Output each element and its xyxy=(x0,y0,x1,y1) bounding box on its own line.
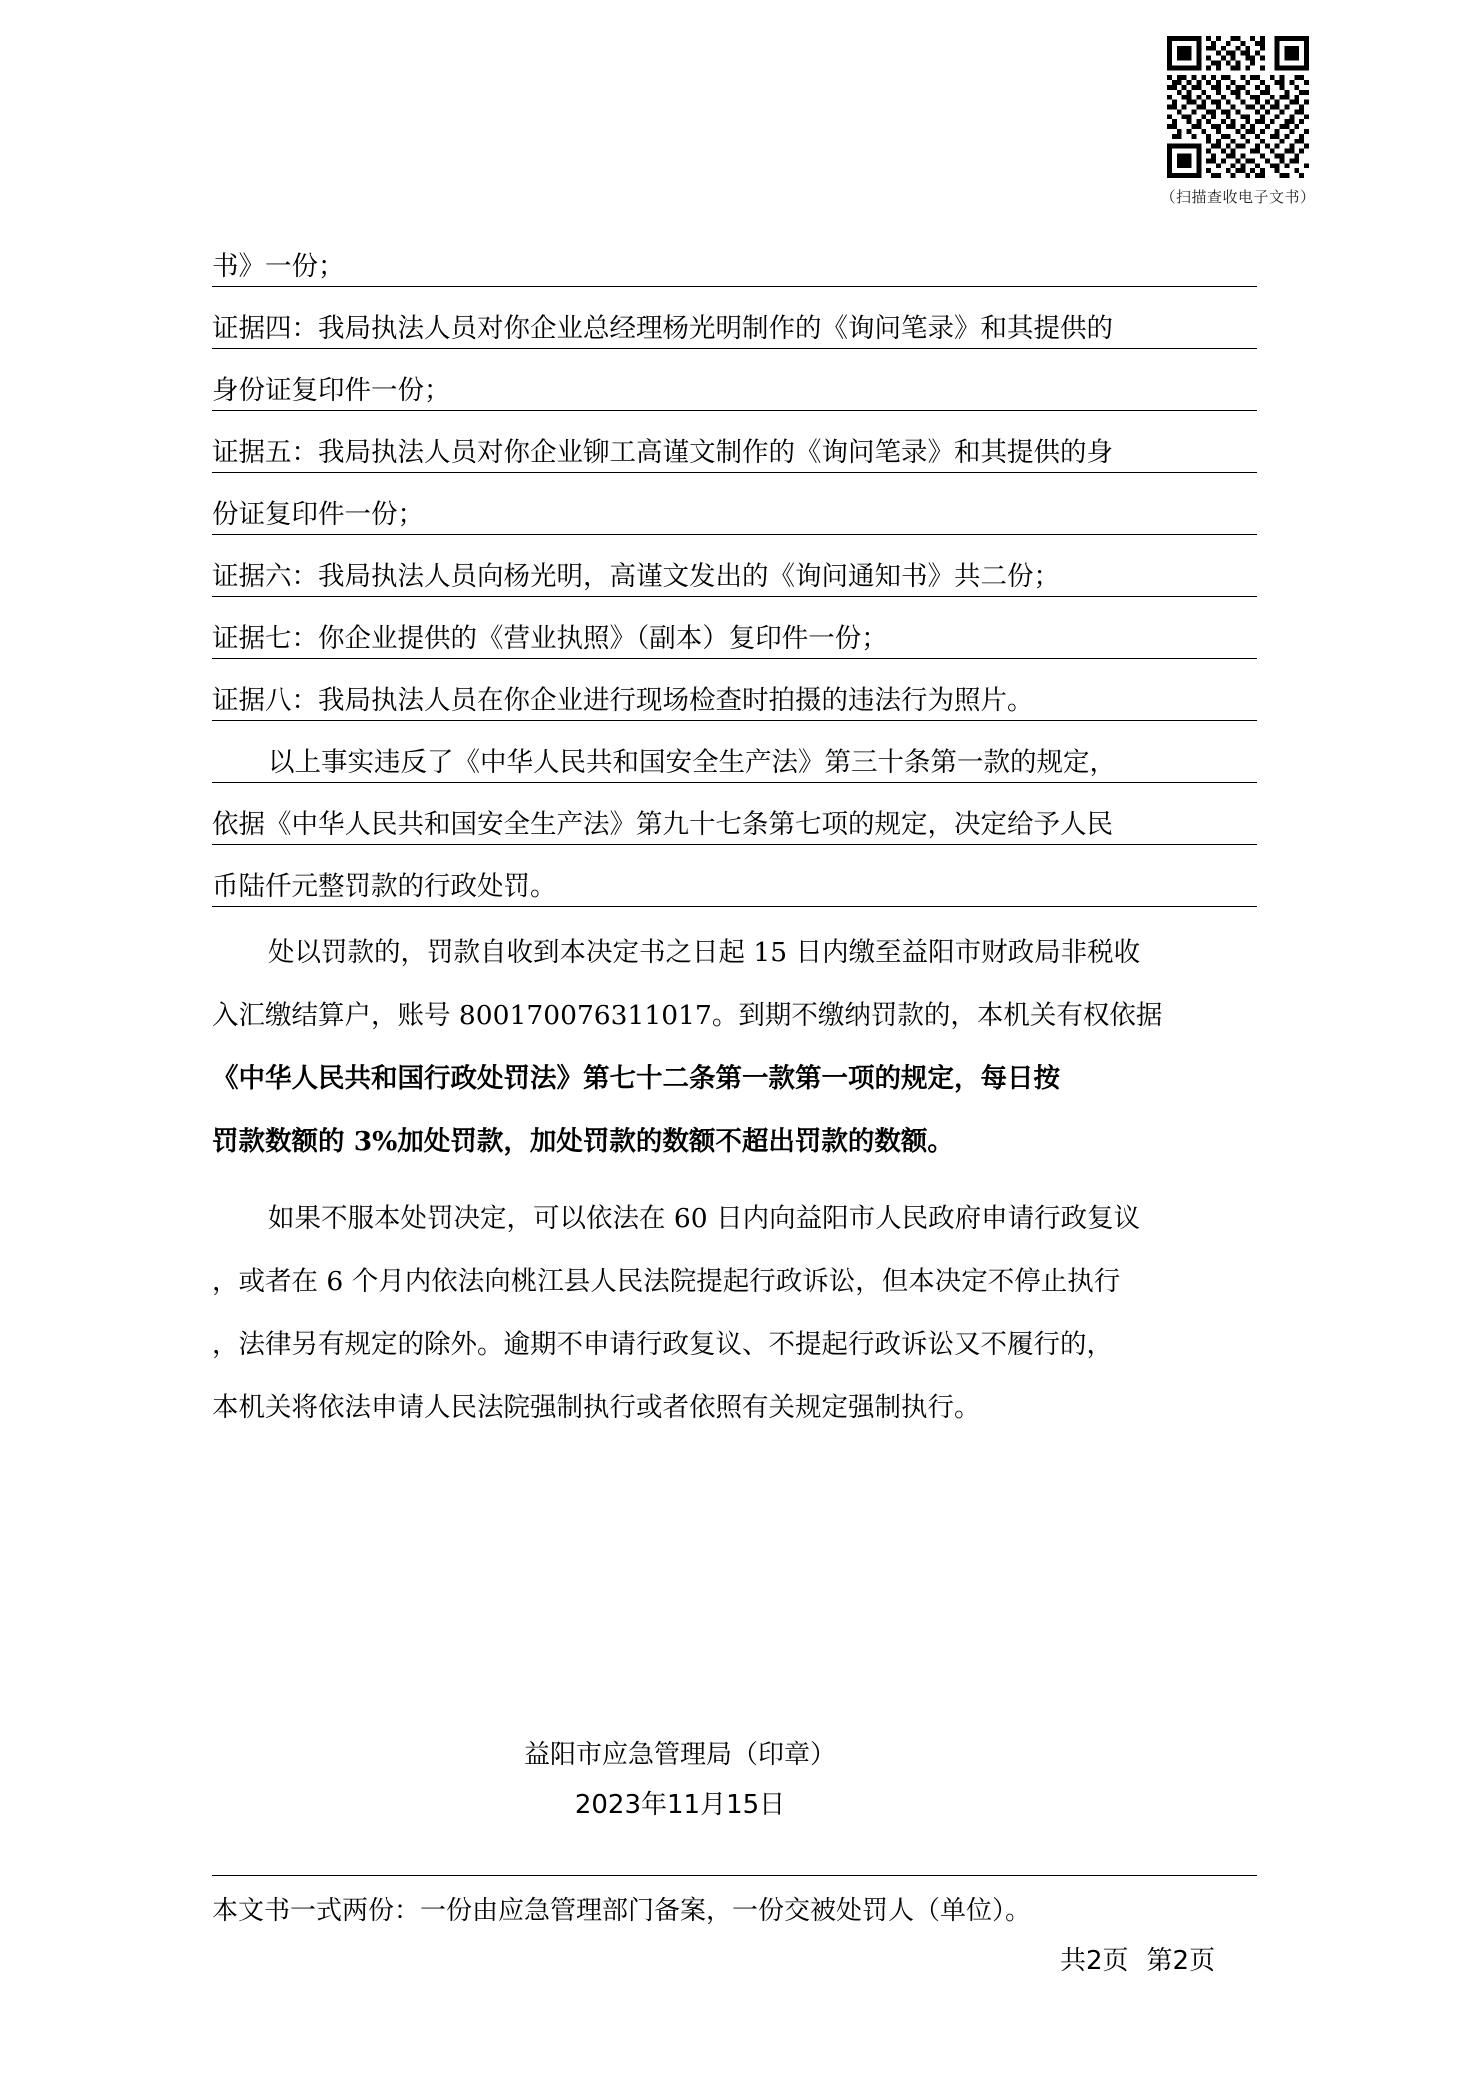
issuer-name: 益阳市应急管理局（印章） xyxy=(523,1740,836,1770)
evidence-line: 证据四：我局执法人员对你企业总经理杨光明制作的《询问笔录》和其提供的 xyxy=(212,287,1257,349)
evidence-line: 书》一份； xyxy=(212,225,1257,287)
payment-line: 处以罚款的，罚款自收到本决定书之日起 15 日内缴至益阳市财政局非税收 xyxy=(268,937,1141,968)
conclusion-line: 币陆仟元整罚款的行政处罚。 xyxy=(212,845,1257,907)
evidence-line: 证据五：我局执法人员对你企业铆工高谨文制作的《询问笔录》和其提供的身 xyxy=(212,411,1257,473)
document-body xyxy=(212,225,1257,1439)
footer-pagination xyxy=(1060,1940,1233,1977)
evidence-line: 份证复印件一份； xyxy=(212,473,1257,535)
qr-block xyxy=(1088,36,1388,207)
conclusion-line: 依据《中华人民共和国安全生产法》第九十七条第七项的规定，决定给予人民 xyxy=(212,783,1257,845)
evidence-line: 证据六：我局执法人员向杨光明，高谨文发出的《询问通知书》共二份； xyxy=(212,535,1257,597)
appeal-line: 本机关将依法申请人民法院强制执行或者依照有关规定强制执行。 xyxy=(212,1392,981,1423)
footer-note: 本文书一式两份：一份由应急管理部门备案，一份交被处罚人（单位）。 xyxy=(212,1896,1032,1926)
evidence-line: 证据八：我局执法人员在你企业进行现场检查时拍摄的违法行为照片。 xyxy=(212,659,1257,721)
payment-line: 《中华人民共和国行政处罚法》第七十二条第一款第一项的规定，每日按 xyxy=(212,1063,1060,1094)
issue-date: 2023年11月15日 xyxy=(574,1790,786,1820)
payment-line: 罚款数额的 3%加处罚款，加处罚款的数额不超出罚款的数额。 xyxy=(212,1126,954,1157)
total-pages: 共2页 xyxy=(1060,1946,1129,1976)
appeal-line: ，或者在 6 个月内依法向桃江县人民法院提起行政诉讼，但本决定不停止执行 xyxy=(212,1266,1121,1297)
qr-caption: （扫描查收电子文书） xyxy=(1160,188,1316,206)
signature-block xyxy=(0,1730,1480,1830)
evidence-line: 证据七：你企业提供的《营业执照》（副本）复印件一份； xyxy=(212,597,1257,659)
appeal-line: ，法律另有规定的除外。逾期不申请行政复议、不提起行政诉讼又不履行的， xyxy=(212,1329,1113,1360)
current-page: 第2页 xyxy=(1146,1946,1216,1976)
footer-divider xyxy=(212,1875,1257,1876)
appeal-line: 如果不服本处罚决定，可以依法在 60 日内向益阳市人民政府申请行政复议 xyxy=(268,1203,1141,1234)
qr-code-icon xyxy=(1167,36,1309,178)
conclusion-line: 以上事实违反了《中华人民共和国安全生产法》第三十条第一款的规定， xyxy=(212,721,1257,783)
payment-line: 入汇缴结算户，账号 800170076311017。到期不缴纳罚款的，本机关有权依据 xyxy=(212,1000,1163,1031)
evidence-line: 身份证复印件一份； xyxy=(212,349,1257,411)
